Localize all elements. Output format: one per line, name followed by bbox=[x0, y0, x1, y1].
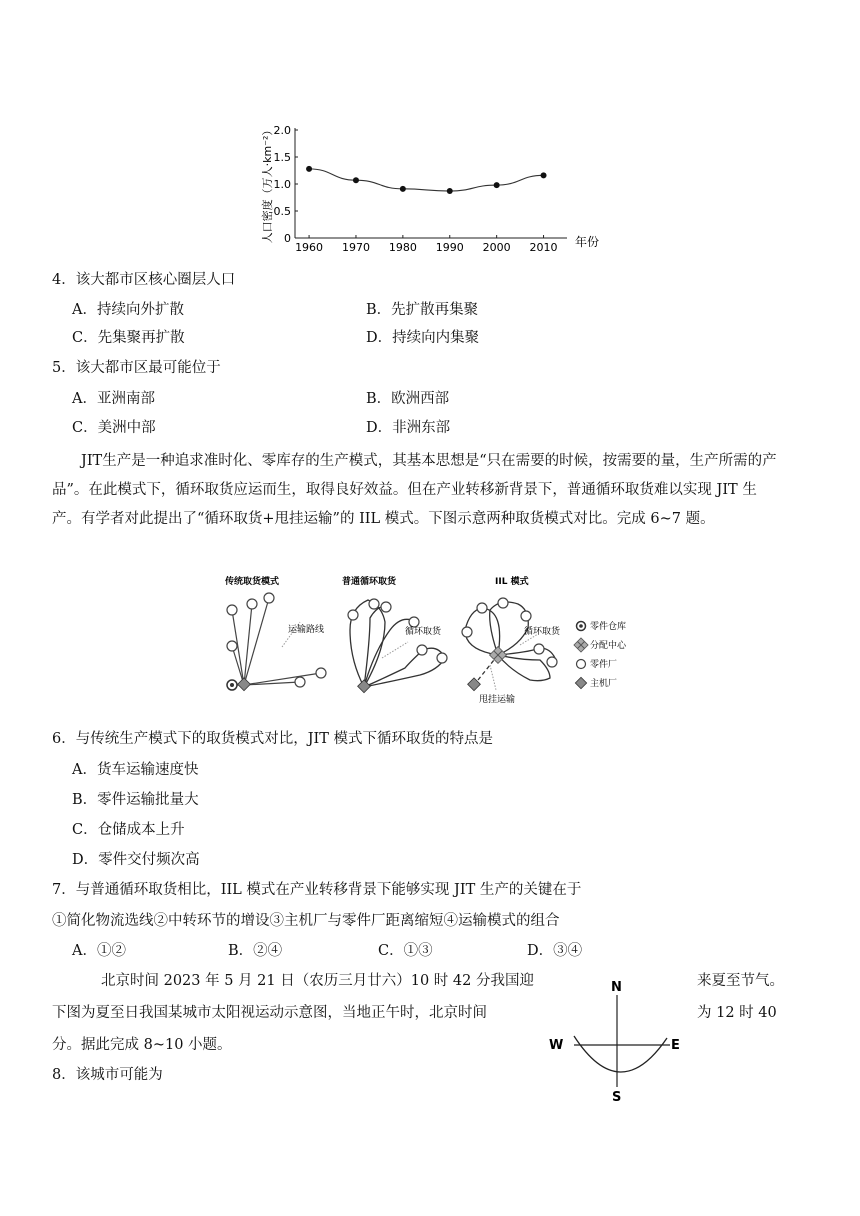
compass-w: W bbox=[549, 1038, 564, 1053]
y-tick-label: 1.0 bbox=[273, 178, 291, 191]
q4-option-b: B．先扩散再集聚 bbox=[366, 302, 479, 318]
q6-option-b: B．零件运输批量大 bbox=[72, 792, 199, 808]
parts-factory-node bbox=[227, 605, 237, 615]
sun-path-compass bbox=[540, 975, 690, 1105]
q5-stem: 5．该大都市区最可能位于 bbox=[52, 360, 221, 376]
x-tick-label: 2010 bbox=[529, 241, 558, 254]
title-iil: IIL 模式 bbox=[495, 577, 529, 587]
q6-option-d: D．零件交付频次高 bbox=[72, 852, 200, 868]
q4-option-c: C．先集聚再扩散 bbox=[72, 330, 185, 346]
label-route: 运输路线 bbox=[288, 625, 325, 635]
legend-parts-factory: 零件厂 bbox=[590, 660, 618, 670]
legend bbox=[574, 620, 627, 689]
summer-passage-line1b: 来夏至节气。 bbox=[697, 973, 784, 989]
parts-factory-node bbox=[498, 598, 508, 608]
pickup-mode-diagram bbox=[220, 570, 670, 710]
y-tick-label: 1.5 bbox=[273, 151, 291, 164]
summer-passage-line1: 北京时间 2023 年 5 月 21 日（农历三月廿六）10 时 42 分我国迎 bbox=[101, 973, 534, 989]
population-density-chart bbox=[255, 112, 615, 260]
summer-passage-line2: 下图为夏至日我国某城市太阳视运动示意图，当地正午时，北京时间 bbox=[52, 1005, 487, 1021]
q7-options-line: ①简化物流选线②中转环节的增设③主机厂与零件厂距离缩短④运输模式的组合 bbox=[52, 913, 560, 929]
oem-icon bbox=[358, 680, 371, 693]
y-axis-label: 人口密度（万人·km⁻²） bbox=[261, 124, 274, 244]
parts-factory-node bbox=[295, 677, 305, 687]
q7-option-a: A．①② bbox=[72, 943, 126, 959]
summer-passage-line2b: 为 12 时 40 bbox=[697, 1005, 777, 1021]
data-point bbox=[447, 188, 453, 194]
data-point bbox=[353, 177, 359, 183]
data-point bbox=[400, 186, 406, 192]
legend-warehouse: 零件仓库 bbox=[590, 622, 627, 632]
parts-factory-node bbox=[547, 657, 557, 667]
summer-passage-line3: 分。据此完成 8~10 小题。 bbox=[52, 1037, 232, 1053]
label-drop: 甩挂运输 bbox=[479, 695, 516, 705]
compass-e: E bbox=[671, 1038, 680, 1053]
q4-option-d: D．持续向内集聚 bbox=[366, 330, 480, 346]
parts-factory-node bbox=[521, 611, 531, 621]
parts-factory-node bbox=[369, 599, 379, 609]
y-tick-label: 0 bbox=[284, 232, 291, 245]
q5-option-d: D．非洲东部 bbox=[366, 420, 451, 436]
series-line bbox=[309, 169, 543, 191]
title-traditional: 传统取货模式 bbox=[225, 577, 280, 587]
q8-stem: 8．该城市可能为 bbox=[52, 1067, 163, 1083]
q7-option-c: C．①③ bbox=[378, 943, 433, 959]
parts-factory-node bbox=[381, 602, 391, 612]
q6-option-c: C．仓储成本上升 bbox=[72, 822, 185, 838]
q7-option-b: B．②④ bbox=[228, 943, 283, 959]
q4-option-a: A．持续向外扩散 bbox=[72, 302, 184, 318]
parts-factory-node bbox=[316, 668, 326, 678]
q5-option-c: C．美洲中部 bbox=[72, 420, 156, 436]
jit-passage: JIT生产是一种追求准时化、零库存的生产模式，其基本思想是“只在需要的时候，按需要的量，生产所需的产品”。在此模式下，循环取货应运而生，取得良好效益。但在产业转移新背景下，普通循环取货难以实现 JIT 生产。有学者对此提出了“循环取货+甩挂运输”的 IIL 模式。下图示意两种取货模式对比。完成 6~7 题。 bbox=[52, 453, 777, 527]
y-tick-label: 2.0 bbox=[273, 124, 291, 137]
x-tick-label: 1990 bbox=[435, 241, 464, 254]
q7-option-d: D．③④ bbox=[527, 943, 583, 959]
q7-stem: 7．与普通循环取货相比，IIL 模式在产业转移背景下能够实现 JIT 生产的关键在于 bbox=[52, 882, 582, 898]
label-milkrun-iil: 循环取货 bbox=[524, 627, 561, 637]
data-point bbox=[541, 172, 547, 178]
oem-icon bbox=[238, 678, 251, 691]
compass-s: S bbox=[612, 1090, 622, 1105]
q5-option-b: B．欧洲西部 bbox=[366, 391, 450, 407]
parts-factory-node bbox=[227, 641, 237, 651]
q6-stem: 6．与传统生产模式下的取货模式对比，JIT 模式下循环取货的特点是 bbox=[52, 731, 494, 747]
data-point bbox=[494, 182, 500, 188]
x-tick-label: 1970 bbox=[341, 241, 370, 254]
compass-n: N bbox=[611, 980, 622, 995]
data-point bbox=[306, 166, 312, 172]
x-axis-label: 年份 bbox=[575, 235, 600, 249]
q5-option-a: A．亚洲南部 bbox=[72, 391, 155, 407]
q6-option-a: A．货车运输速度快 bbox=[72, 762, 199, 778]
parts-factory-node bbox=[417, 645, 427, 655]
x-tick-label: 2000 bbox=[482, 241, 511, 254]
x-tick-label: 1980 bbox=[388, 241, 417, 254]
parts-factory-node bbox=[264, 593, 274, 603]
chart-marks bbox=[306, 166, 546, 194]
title-milkrun: 普通循环取货 bbox=[342, 577, 397, 587]
q4-stem: 4．该大都市区核心圈层人口 bbox=[52, 272, 236, 288]
parts-factory-node bbox=[477, 603, 487, 613]
x-tick-label: 1960 bbox=[295, 241, 324, 254]
legend-distribution: 分配中心 bbox=[590, 641, 627, 651]
y-tick-label: 0.5 bbox=[273, 205, 291, 218]
milkrun-mode bbox=[350, 600, 445, 687]
parts-factory-node bbox=[462, 627, 472, 637]
traditional-mode bbox=[232, 598, 321, 685]
label-milkrun: 循环取货 bbox=[405, 627, 442, 637]
parts-factory-node bbox=[348, 610, 358, 620]
parts-factory-node bbox=[534, 644, 544, 654]
parts-factory-node bbox=[409, 617, 419, 627]
parts-factory-node bbox=[247, 599, 257, 609]
legend-oem: 主机厂 bbox=[590, 679, 618, 689]
parts-factory-node bbox=[437, 653, 447, 663]
